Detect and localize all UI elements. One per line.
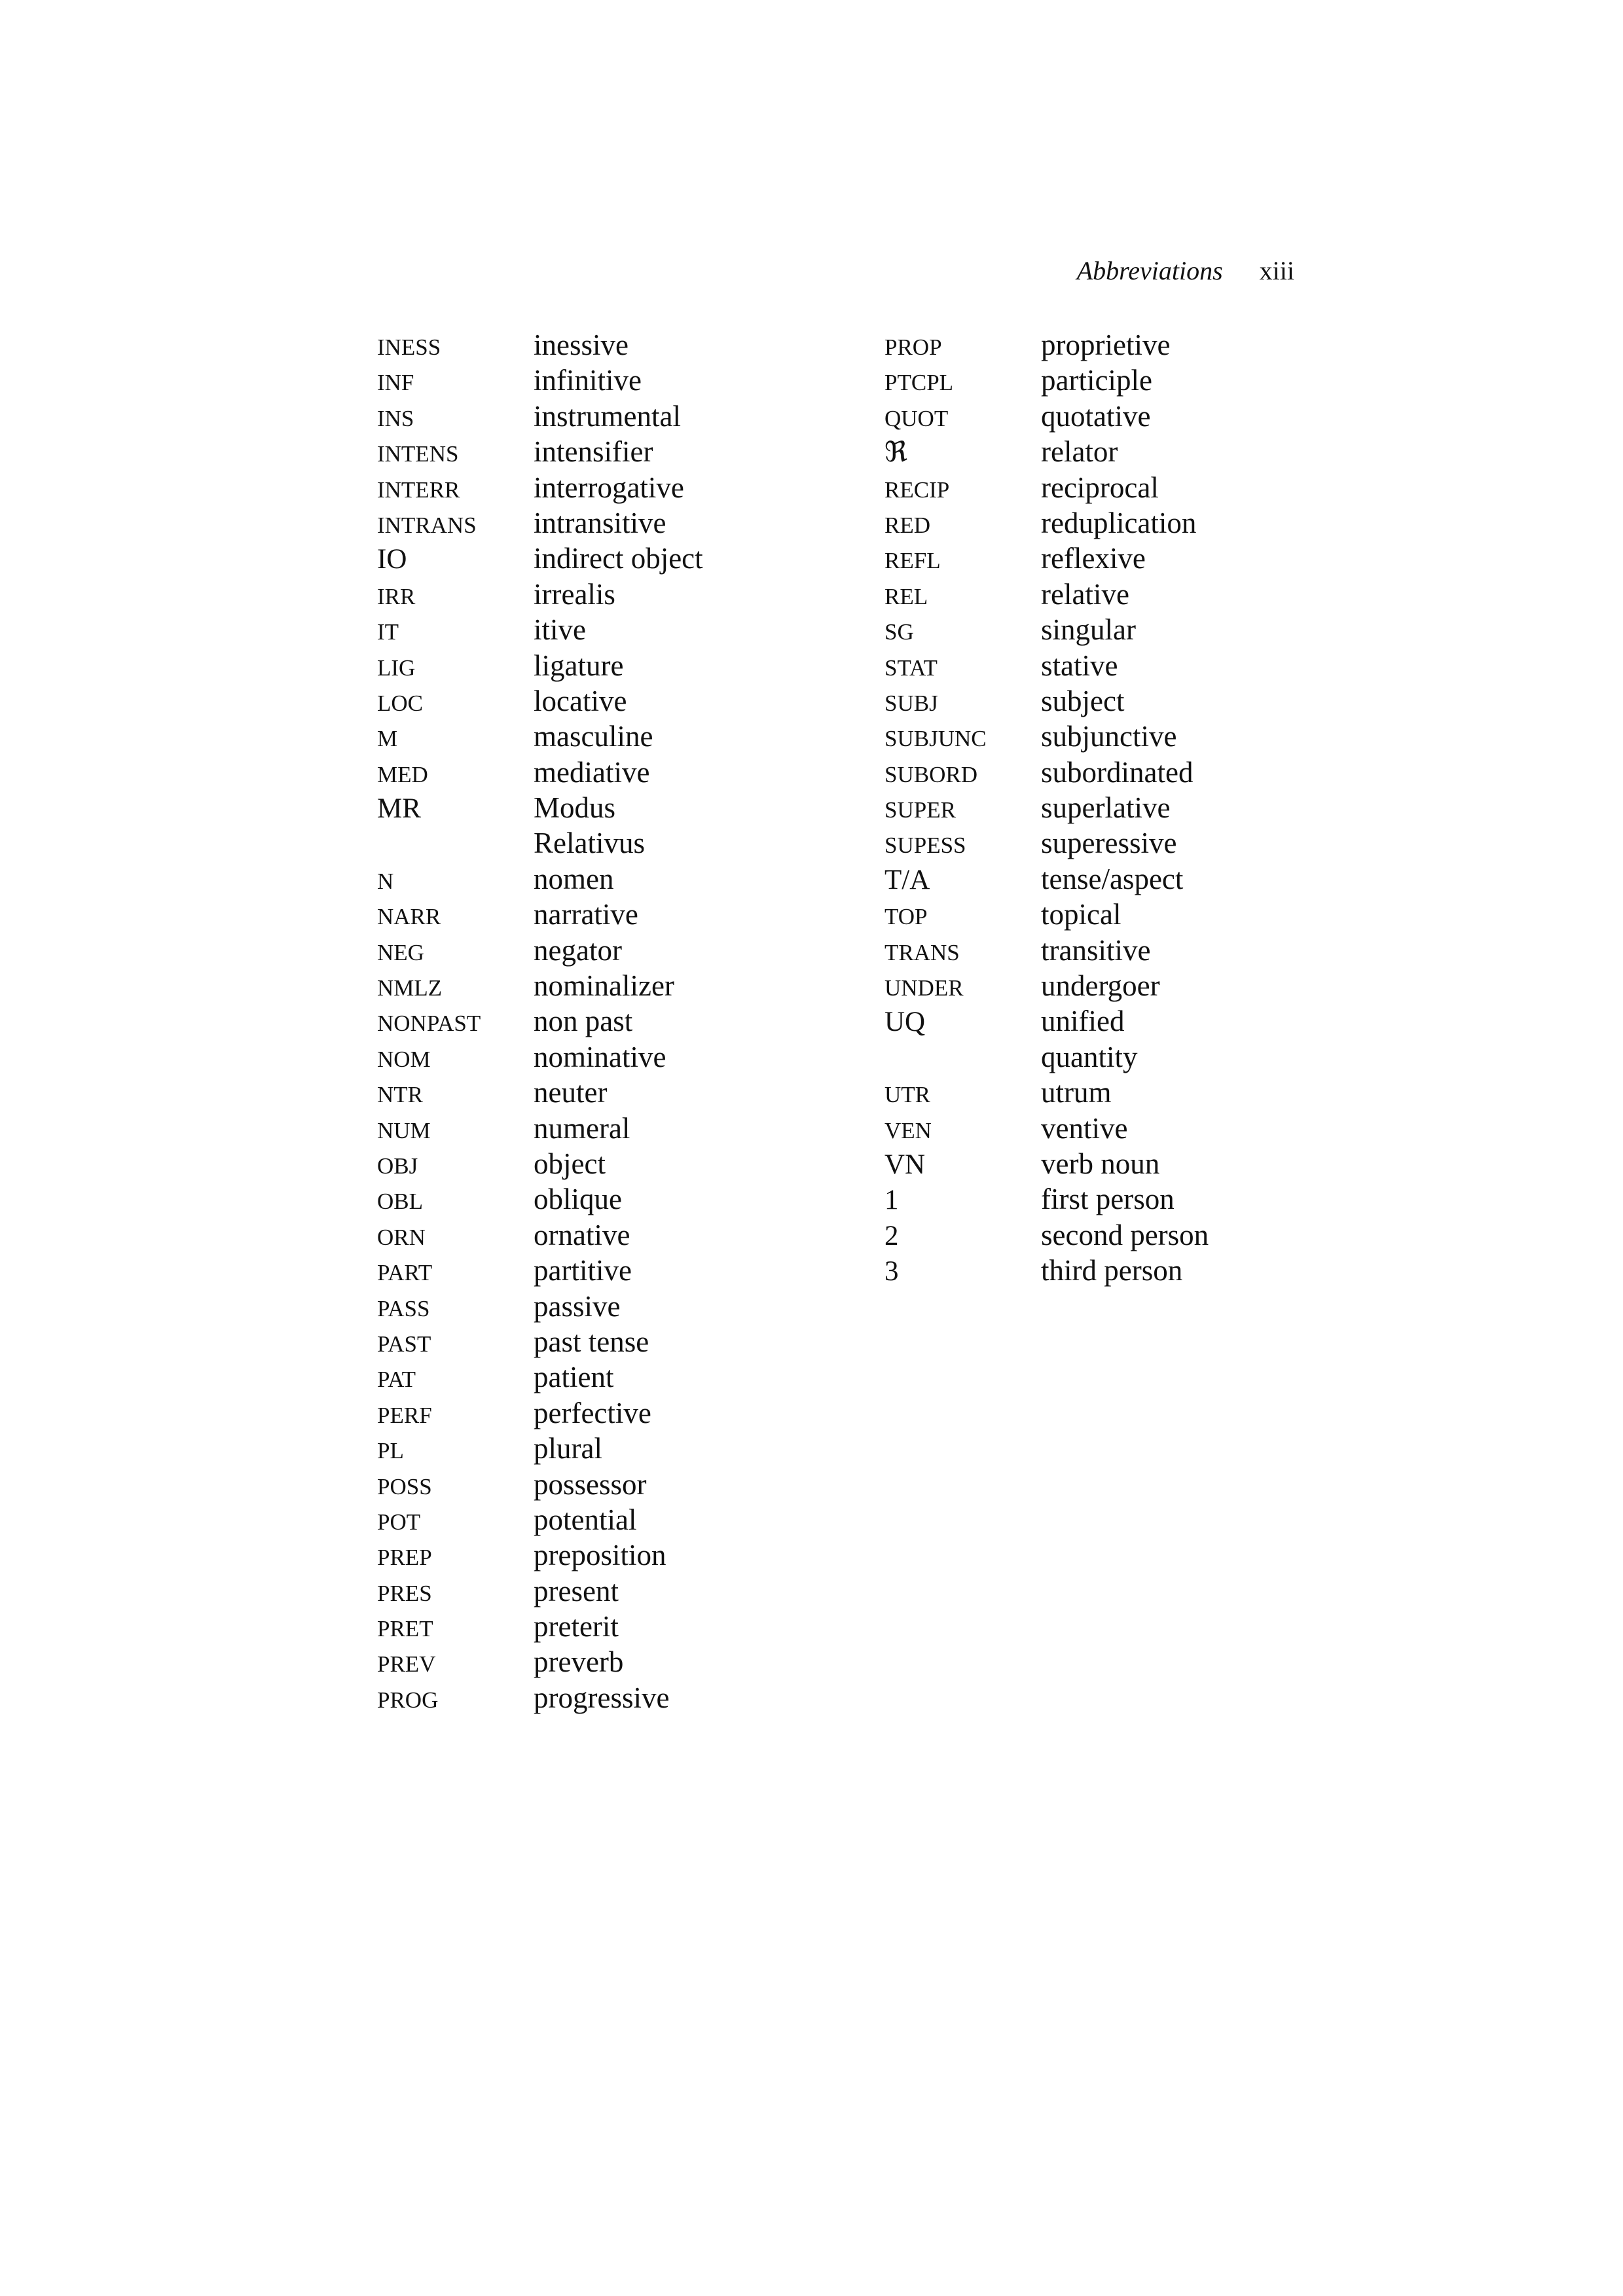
abbreviation-term: LIG [377,655,416,681]
abbreviation-term: NUM [377,1117,431,1143]
abbreviation-term: 1 [884,1185,899,1216]
abbreviation-gloss: plural [534,1432,602,1465]
abbreviation-term: UNDER [884,975,964,1001]
abbreviation-gloss: inessive [534,329,629,361]
abbreviation-gloss: masculine [534,720,653,753]
abbreviation-entry [377,1111,703,1146]
abbreviation-term: SUPER [884,797,956,823]
abbreviation-gloss: non past [534,1005,633,1038]
abbreviation-entry [377,434,703,469]
abbreviation-gloss: negator [534,933,622,967]
abbreviation-entry [884,327,1209,363]
abbreviation-gloss: ligature [534,649,624,682]
abbreviation-gloss: third person [1041,1254,1183,1287]
abbreviation-entry [377,968,703,1003]
abbreviation-gloss: nominalizer [534,969,674,1003]
abbreviation-entry [377,1039,703,1075]
abbreviation-entry [884,755,1209,790]
abbreviation-entry [884,683,1209,719]
abbreviation-term: UQ [884,1007,926,1038]
abbreviation-gloss: numeral [534,1111,630,1145]
abbreviation-gloss: utrum [1041,1076,1112,1109]
abbreviation-term: ℜ [884,437,908,469]
abbreviation-entry [377,790,703,825]
abbreviation-term: PROP [884,334,942,360]
abbreviation-entry [884,1181,1209,1217]
abbreviation-term: SUBORD [884,761,977,787]
abbreviation-term: NTR [377,1082,423,1108]
abbreviation-gloss: passive [534,1289,621,1323]
abbreviation-term: POT [377,1509,421,1535]
abbreviation-gloss: nomen [534,862,614,895]
abbreviation-term: PREP [377,1545,432,1571]
abbreviation-term: PAST [377,1331,431,1357]
abbreviation-gloss: possessor [534,1467,647,1501]
abbreviation-gloss: superlative [1041,791,1171,825]
abbreviation-entry [377,470,703,505]
abbreviation-gloss: Relativus [534,827,645,860]
abbreviation-entry [377,897,703,932]
abbreviation-entry [884,541,1209,576]
abbreviation-entry [377,1680,703,1715]
abbreviation-gloss: superessive [1041,827,1177,860]
abbreviation-term: PL [377,1438,404,1464]
abbreviation-entry [377,683,703,719]
abbreviation-entry [377,1644,703,1679]
abbreviation-gloss: preverb [534,1645,624,1679]
abbreviation-entry [377,1573,703,1609]
abbreviation-term: PAT [377,1367,416,1393]
abbreviation-gloss: relator [1041,435,1118,469]
abbreviation-gloss: undergoer [1041,969,1160,1003]
abbreviation-entry [884,933,1209,968]
abbreviation-gloss: narrative [534,898,638,931]
abbreviation-term: NEG [377,939,424,965]
abbreviation-gloss: reduplication [1041,506,1197,539]
abbreviation-entry [884,719,1209,754]
abbreviation-entry [377,1146,703,1181]
abbreviation-term: SUBJUNC [884,726,987,752]
abbreviation-term: INS [377,405,414,431]
abbreviation-gloss: infinitive [534,364,642,397]
abbreviation-term: NMLZ [377,975,443,1001]
abbreviation-term: SUBJ [884,690,938,716]
abbreviation-entry [377,1609,703,1644]
abbreviation-entry [377,1467,703,1502]
abbreviation-gloss: reflexive [1041,542,1146,575]
abbreviation-entry [884,648,1209,683]
abbreviation-entry [884,577,1209,612]
abbreviation-entry [377,1395,703,1431]
abbreviation-gloss: transitive [1041,933,1151,967]
abbreviation-entry [377,541,703,576]
abbreviation-gloss: verb noun [1041,1147,1160,1180]
abbreviation-gloss: unified [1041,1005,1125,1038]
abbreviation-gloss: Modus [534,791,616,825]
abbreviation-entry [884,825,1209,861]
abbreviations-left-column [377,327,703,1715]
abbreviation-entry [377,1181,703,1217]
abbreviation-gloss: nominative [534,1040,666,1073]
abbreviation-entry [377,1289,703,1324]
abbreviation-term: PERF [377,1402,432,1428]
abbreviation-entry [377,1359,703,1395]
abbreviation-entry [377,505,703,541]
abbreviation-term: IO [377,544,407,575]
abbreviation-gloss: stative [1041,649,1118,682]
abbreviation-term: INTERR [377,476,460,503]
abbreviation-term: PART [377,1260,433,1286]
abbreviation-term: NOM [377,1046,431,1072]
abbreviation-gloss: ornative [534,1218,630,1251]
abbreviation-term: T/A [884,864,930,895]
abbreviation-gloss: proprietive [1041,329,1171,361]
abbreviation-term: 3 [884,1256,899,1287]
abbreviation-gloss: subordinated [1041,755,1194,789]
abbreviation-entry [884,968,1209,1003]
abbreviation-term: PROG [377,1687,439,1713]
abbreviation-gloss: instrumental [534,399,681,433]
abbreviation-gloss: reciprocal [1041,471,1159,504]
abbreviation-gloss: preterit [534,1610,619,1643]
abbreviation-entry [377,1253,703,1288]
abbreviation-gloss: object [534,1147,606,1180]
section-title: Abbreviations [1076,256,1223,285]
abbreviation-entry [377,363,703,398]
abbreviation-term: INTRANS [377,512,477,538]
abbreviation-gloss: mediative [534,755,650,789]
abbreviation-entry [377,933,703,968]
abbreviation-entry [884,363,1209,398]
abbreviation-gloss: tense/aspect [1041,862,1184,895]
abbreviation-entry [377,399,703,434]
abbreviation-entry [377,1537,703,1573]
abbreviation-entry [377,719,703,754]
abbreviation-term: PTCPL [884,370,954,396]
abbreviation-gloss: ventive [1041,1111,1128,1145]
abbreviation-gloss: second person [1041,1218,1209,1251]
abbreviation-term: INF [377,370,414,396]
abbreviation-gloss: patient [534,1361,614,1394]
abbreviation-gloss: intransitive [534,506,666,539]
abbreviation-term: PRET [377,1616,433,1642]
abbreviation-term: NONPAST [377,1011,481,1037]
abbreviation-entry [884,612,1209,647]
abbreviation-entry [377,612,703,647]
abbreviation-gloss: progressive [534,1681,670,1714]
abbreviation-gloss: quantity [1041,1040,1138,1073]
abbreviation-term: IRR [377,583,416,609]
abbreviation-entry [377,327,703,363]
abbreviation-term: QUOT [884,405,949,431]
abbreviation-term: RED [884,512,930,538]
abbreviation-term: 2 [884,1220,899,1251]
abbreviation-term: PASS [377,1295,430,1321]
abbreviation-entry [377,825,703,861]
abbreviation-entry [884,1003,1209,1039]
abbreviation-term: N [377,868,394,894]
abbreviation-gloss: perfective [534,1396,651,1429]
abbreviation-entry [884,1039,1209,1075]
abbreviation-gloss: singular [1041,613,1136,647]
abbreviation-term: M [377,726,398,752]
abbreviation-term: STAT [884,655,938,681]
abbreviation-term: POSS [377,1473,432,1499]
abbreviation-term: PREV [377,1651,436,1677]
abbreviation-entry [884,1075,1209,1110]
abbreviation-gloss: indirect object [534,542,703,575]
abbreviation-term: REL [884,583,928,609]
abbreviation-term: SUPESS [884,833,966,859]
abbreviation-entry [377,648,703,683]
abbreviation-term: NARR [377,904,441,930]
abbreviation-term: TRANS [884,939,960,965]
abbreviation-term: REFL [884,548,941,574]
abbreviation-entry [377,1217,703,1253]
abbreviations-right-column [884,327,1209,1289]
abbreviation-gloss: participle [1041,364,1152,397]
abbreviation-gloss: potential [534,1503,637,1536]
abbreviation-entry [884,399,1209,434]
abbreviation-entry [884,505,1209,541]
abbreviation-entry [884,897,1209,932]
abbreviation-term: LOC [377,690,423,716]
abbreviation-term: INESS [377,334,441,360]
abbreviation-term: OBJ [377,1153,418,1179]
abbreviation-gloss: relative [1041,577,1129,611]
abbreviation-term: UTR [884,1082,930,1108]
abbreviation-entry [377,577,703,612]
abbreviation-gloss: intensifier [534,435,653,469]
abbreviation-term: VN [884,1149,926,1180]
abbreviation-entry [377,861,703,897]
abbreviation-term: INTENS [377,441,459,467]
abbreviation-entry [884,861,1209,897]
abbreviation-entry [884,790,1209,825]
abbreviation-entry [884,1111,1209,1146]
abbreviation-term: SG [884,619,914,645]
abbreviation-gloss: present [534,1574,619,1607]
abbreviation-gloss: irrealis [534,577,615,611]
abbreviation-entry [884,1146,1209,1181]
abbreviation-gloss: locative [534,684,627,717]
abbreviation-term: IT [377,619,399,645]
abbreviation-term: OBL [377,1189,423,1215]
abbreviation-term: PRES [377,1580,432,1606]
abbreviation-term: VEN [884,1117,932,1143]
abbreviation-term: RECIP [884,476,950,503]
abbreviation-gloss: preposition [534,1539,666,1572]
abbreviation-gloss: topical [1041,898,1122,931]
abbreviation-entry [377,1003,703,1039]
abbreviation-gloss: interrogative [534,471,684,504]
abbreviation-gloss: oblique [534,1183,622,1216]
abbreviation-gloss: subject [1041,684,1125,717]
abbreviation-entry [884,434,1209,469]
abbreviation-entry [884,1217,1209,1253]
abbreviation-gloss: partitive [534,1254,632,1287]
abbreviation-gloss: neuter [534,1076,608,1109]
abbreviation-entry [884,470,1209,505]
abbreviation-gloss: quotative [1041,399,1151,433]
abbreviation-gloss: subjunctive [1041,720,1177,753]
abbreviation-entry [377,755,703,790]
page-number: xiii [1259,256,1294,285]
abbreviation-entry [377,1324,703,1359]
running-head [1077,254,1294,288]
abbreviation-gloss: itive [534,613,586,647]
abbreviation-entry [377,1502,703,1537]
abbreviation-entry [377,1075,703,1110]
abbreviation-entry [377,1431,703,1466]
abbreviation-term: ORN [377,1224,426,1250]
abbreviation-term: MR [377,793,421,825]
abbreviation-term: MED [377,761,428,787]
abbreviation-gloss: first person [1041,1183,1175,1216]
abbreviation-entry [884,1253,1209,1288]
abbreviation-gloss: past tense [534,1325,649,1358]
abbreviation-term: TOP [884,904,928,930]
